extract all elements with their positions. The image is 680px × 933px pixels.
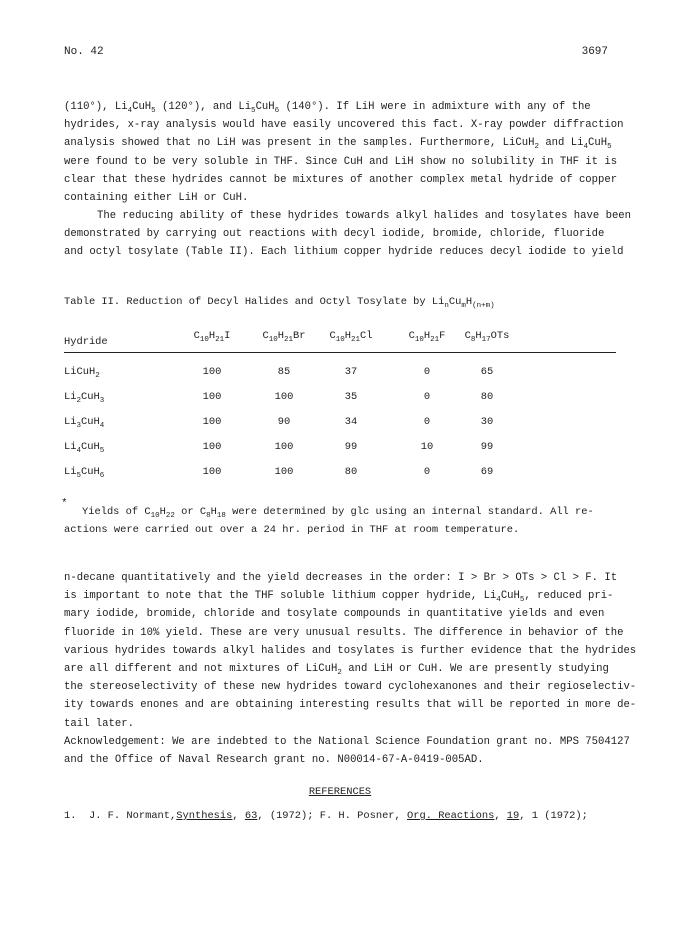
value-cell: 100 [202,391,222,403]
table-rule [64,352,616,353]
text-line: n-decane quantitatively and the yield decreases in the order: I > Br > OTs > Cl > F. It [64,572,618,584]
text-line: actions were carried out over a 24 hr. period in THF at room temperature. [64,524,520,536]
table-footnote [61,498,612,539]
value-cell: 90 [277,416,291,428]
reference-item: 1. J. F. Normant,Synthesis, 63, (1972); F. H. Posner, Org. Reactions, 19, 1 (1972); [64,810,588,822]
table-row [64,466,616,484]
hydride-cell: LiCuH$_2$ [64,366,100,380]
value-cell: 100 [274,466,294,478]
text-line: and octyl tosylate (Table II). Each lithium copper hydride reduces decyl iodide to yield [64,246,624,259]
table-row [64,416,616,434]
text-line: were found to be very soluble in THF. Since CuH and LiH show no solubility in THF it is [64,155,618,168]
value-cell: 65 [480,366,494,378]
hydride-cell: $Li_5CuH_6$ [64,466,105,480]
value-cell: 69 [480,466,494,478]
header-hydride: Hydride [64,336,108,348]
table-caption: Table II. Reduction of Decyl Halides and Octyl Tosylate by $Li_nCu_mH_{(n+m)}$ [64,296,495,310]
acknowledgement-line: Acknowledgement: We are indebted to the National Science Foundation grant no. MPS 7504127 [64,735,630,748]
journal-issue: No. 42 [64,46,104,58]
text-line: containing either LiH or CuH. [64,192,249,205]
table-row [64,441,616,459]
header-decyl-chloride: $C_{10}H_{21}Cl$ [329,330,373,344]
value-cell: 0 [423,416,431,428]
value-cell: 10 [420,441,434,453]
hydride-cell: $Li_4CuH_5$ [64,441,105,455]
text-line: analysis showed that no LiH was present in the samples. Furthermore, LiCuH$_2$ and $Li_4CuH_5$ [64,137,612,152]
text-line: hydrides, x-ray analysis would have easily uncovered this fact. X-ray powder diffraction [64,119,624,132]
footnote-marker: * [61,498,68,510]
text-line: Yields of $C_{10}H_{22}$ or $C_8H_{18}$ were determined by glc using an internal standard. All re- [82,506,594,520]
text-line: fluoride in 10% yield. These are very unusual results. The difference in behavior of the [64,626,624,639]
value-cell: 85 [277,366,291,378]
references-heading: REFERENCES [308,786,372,798]
value-cell: 80 [480,391,494,403]
text-line: The reducing ability of these hydrides towards alkyl halides and tosylates have been [97,210,632,222]
table-row [64,391,616,409]
text-line: are all different and not mixtures of LiCuH$_2$ and LiH or CuH. We are presently studying [64,663,609,678]
value-cell: 100 [202,466,222,478]
hydride-cell: $Li_3CuH_4$ [64,416,105,430]
acknowledgement-line: and the Office of Naval Research grant no. N00014-67-A-0419-005AD. [64,754,484,767]
table-row [64,366,616,384]
page-number: 3697 [581,46,608,58]
value-cell: 80 [344,466,358,478]
value-cell: 100 [274,441,294,453]
text-line: various hydrides towards alkyl halides and tosylates is further evidence that the hydrides [64,644,637,657]
text-line: is important to note that the THF soluble lithium copper hydride, $Li_4CuH_5$, reduced pri- [64,590,614,605]
text-line: (110°), $Li_4CuH_5$ (120°), and $Li_5CuH_6$ (140°). If LiH were in admixture with any of the [64,101,591,115]
value-cell: 100 [202,366,222,378]
header-decyl-bromide: $C_{10}H_{21}Br$ [262,330,306,344]
text-line: the stereoselectivity of these new hydrides toward cyclohexanones and their regioselectiv- [64,681,637,694]
text-line: tail later. [64,717,134,730]
value-cell: 0 [423,391,431,403]
table-header [64,330,616,350]
header-decyl-fluoride: $C_{10}H_{21}F$ [408,330,446,344]
value-cell: 99 [480,441,494,453]
value-cell: 100 [202,416,222,428]
value-cell: 0 [423,366,431,378]
text-line: demonstrated by carrying out reactions with decyl iodide, bromide, chloride, fluoride [64,228,605,241]
paragraph-2 [64,207,632,262]
paragraph-3 [64,569,637,769]
header-decyl-iodide: $C_{10}H_{21}I$ [193,330,231,344]
text-line: clear that these hydrides cannot be mixtures of another complex metal hydride of copper [64,173,618,186]
value-cell: 0 [423,466,431,478]
value-cell: 100 [274,391,294,403]
text-line: mary iodide, bromide, chloride and tosylate compounds in quantitative yields and even [64,608,605,621]
paragraph-1 [64,98,624,207]
value-cell: 100 [202,441,222,453]
value-cell: 34 [344,416,358,428]
value-cell: 35 [344,391,358,403]
text-line: ity towards enones and are obtaining interesting results that will be reported in more de- [64,699,637,712]
value-cell: 99 [344,441,358,453]
value-cell: 30 [480,416,494,428]
header-octyl-tosylate: $C_8H_{17}OTs$ [464,330,510,344]
value-cell: 37 [344,366,358,378]
hydride-cell: $Li_2CuH_3$ [64,391,105,405]
